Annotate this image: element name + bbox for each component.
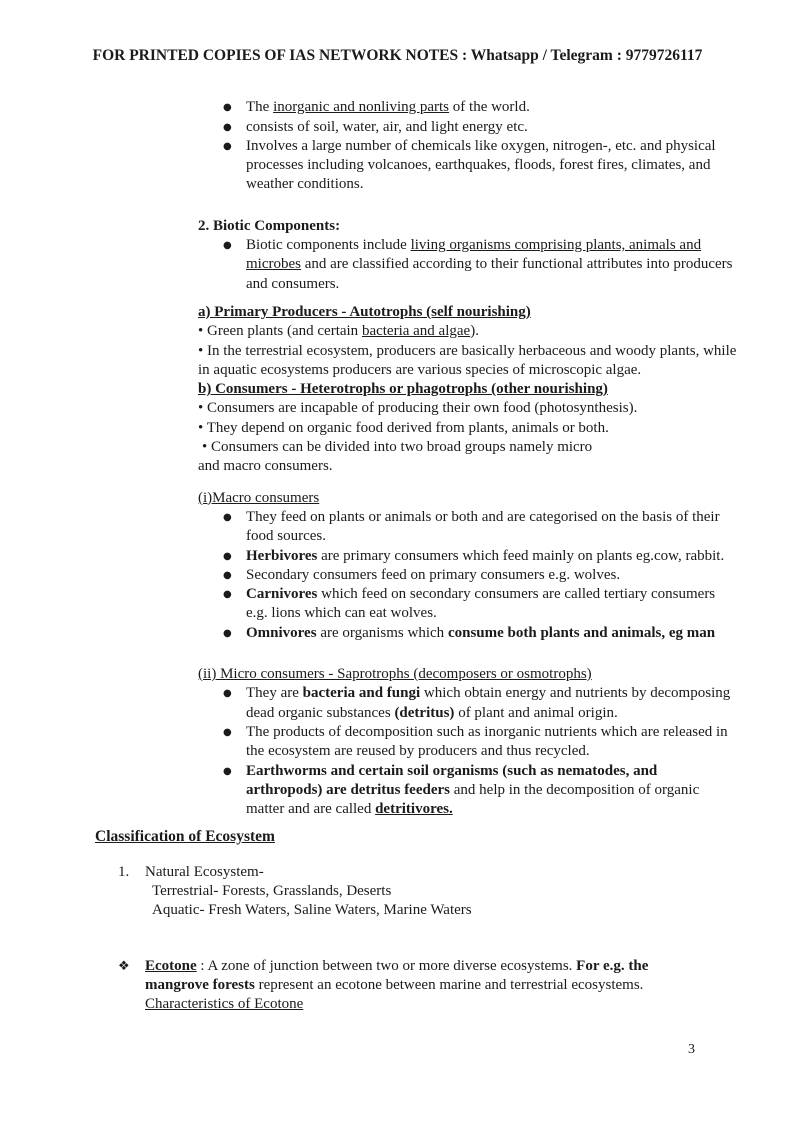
bullet-icon: ●	[223, 627, 232, 639]
list-item	[198, 585, 747, 624]
list-item-text: Involves a large number of chemicals like oxygen, nitrogen-, etc. and physical processes including volcanoes, earthquakes, floods, forest fires, climates, and weather conditions.	[246, 137, 716, 193]
micro-consumers-heading: (ii) Micro consumers - Saprotrophs (decomposers or osmotrophs)	[198, 666, 592, 683]
bullet-icon: ●	[223, 550, 232, 562]
list-item-text: Earthworms and certain soil organisms (such as nematodes, and arthropods) are detritus feeders and help in the decomposition of organic matter and are called detritivores.	[246, 762, 700, 818]
list-item-text: Secondary consumers feed on primary consumers e.g. wolves.	[246, 566, 621, 583]
bullet-icon: ●	[223, 240, 232, 252]
biotic-components-section	[198, 217, 747, 294]
paragraph-line: • Green plants (and certain bacteria and algae).	[198, 323, 479, 340]
list-item-text: They are bacteria and fungi which obtain energy and nutrients by decomposing dead organic substances (detritus) of plant and animal origin.	[246, 685, 731, 721]
list-item-text: Natural Ecosystem-	[145, 863, 264, 880]
characteristics-of-ecotone-heading: Characteristics of Ecotone	[145, 996, 304, 1013]
list-item	[198, 137, 747, 195]
paragraph-line: • Consumers are incapable of producing their own food (photosynthesis).	[198, 400, 638, 417]
abiotic-components-list	[198, 98, 747, 194]
document-header: FOR PRINTED COPIES OF IAS NETWORK NOTES : Whatsapp / Telegram : 9779726117	[92, 47, 703, 64]
bullet-icon: ●	[223, 140, 232, 152]
list-item-text: They feed on plants or animals or both and are categorised on the basis of their food sources.	[246, 508, 720, 545]
list-item-text: The products of decomposition such as inorganic nutrients which are released in the ecosystem are reused by producers and thus recycled.	[246, 723, 728, 760]
paragraph-line: • In the terrestrial ecosystem, producers are basically herbaceous and woody plants, while in aquatic ecosystems producers are various species of microscopic algae.	[198, 342, 737, 378]
bullet-icon: ●	[223, 121, 232, 133]
list-item	[198, 98, 747, 117]
list-item-text: consists of soil, water, air, and light energy etc.	[246, 118, 528, 135]
consumers-heading: b) Consumers - Heterotrophs or phagotrophs (other nourishing)	[198, 381, 608, 398]
list-item	[198, 624, 747, 643]
list-item-text: Carnivores which feed on secondary consumers are called tertiary consumers e.g. lions which can eat wolves.	[246, 586, 716, 622]
list-item	[198, 723, 747, 762]
ecotone-term: Ecotone	[145, 957, 197, 974]
list-item-text: The inorganic and nonliving parts of the world.	[246, 99, 530, 116]
list-item	[198, 566, 747, 585]
paragraph-line: • Consumers can be divided into two broad groups namely micro	[202, 439, 593, 456]
list-item	[198, 118, 747, 137]
list-item	[198, 236, 747, 294]
primary-producers-heading: a) Primary Producers - Autotrophs (self nourishing)	[198, 303, 531, 320]
classification-heading: Classification of Ecosystem	[95, 828, 275, 846]
ecotone-text: Ecotone : A zone of junction between two or more diverse ecosystems. For e.g. the mangrove forests represent an ecotone between marine and terrestrial ecosystems. Characteristics of Ecotone	[145, 957, 650, 1015]
bullet-icon: ●	[223, 511, 232, 523]
page-number: 3	[688, 1042, 695, 1057]
list-item-text: Omnivores are organisms which consume both plants and animals, eg man	[246, 624, 716, 641]
numbered-list-item	[118, 863, 795, 882]
terrestrial-line: Terrestrial- Forests, Grasslands, Deserts	[152, 882, 392, 899]
bullet-icon: ●	[223, 589, 232, 601]
paragraph-line: and macro consumers.	[198, 458, 333, 475]
macro-consumers-section	[198, 489, 747, 643]
bullet-icon: ●	[223, 102, 232, 114]
ecotone-section	[118, 957, 795, 1015]
micro-consumers-section	[198, 665, 747, 819]
paragraph-line: • They depend on organic food derived from plants, animals or both.	[198, 419, 609, 436]
aquatic-line: Aquatic- Fresh Waters, Saline Waters, Marine Waters	[152, 902, 472, 919]
macro-consumers-heading: (i)Macro consumers	[198, 489, 320, 506]
list-item-text: Biotic components include living organisms comprising plants, animals and microbes and are classified according to their functional attributes into producers and consumers.	[246, 237, 733, 292]
list-item	[198, 762, 747, 820]
bullet-icon: ●	[223, 726, 232, 738]
natural-ecosystem-list	[0, 863, 795, 921]
producers-consumers-section	[198, 303, 747, 477]
list-item	[198, 684, 747, 723]
list-number: 1.	[118, 863, 130, 880]
bullet-icon: ●	[223, 688, 232, 700]
list-item	[198, 508, 747, 547]
list-item	[198, 547, 747, 566]
diamond-bullet-icon: ❖	[118, 958, 130, 974]
list-item-text: Herbivores are primary consumers which feed mainly on plants eg.cow, rabbit.	[246, 547, 725, 564]
bullet-icon: ●	[223, 765, 232, 777]
biotic-components-heading: 2. Biotic Components:	[198, 217, 341, 234]
bullet-icon: ●	[223, 569, 232, 581]
